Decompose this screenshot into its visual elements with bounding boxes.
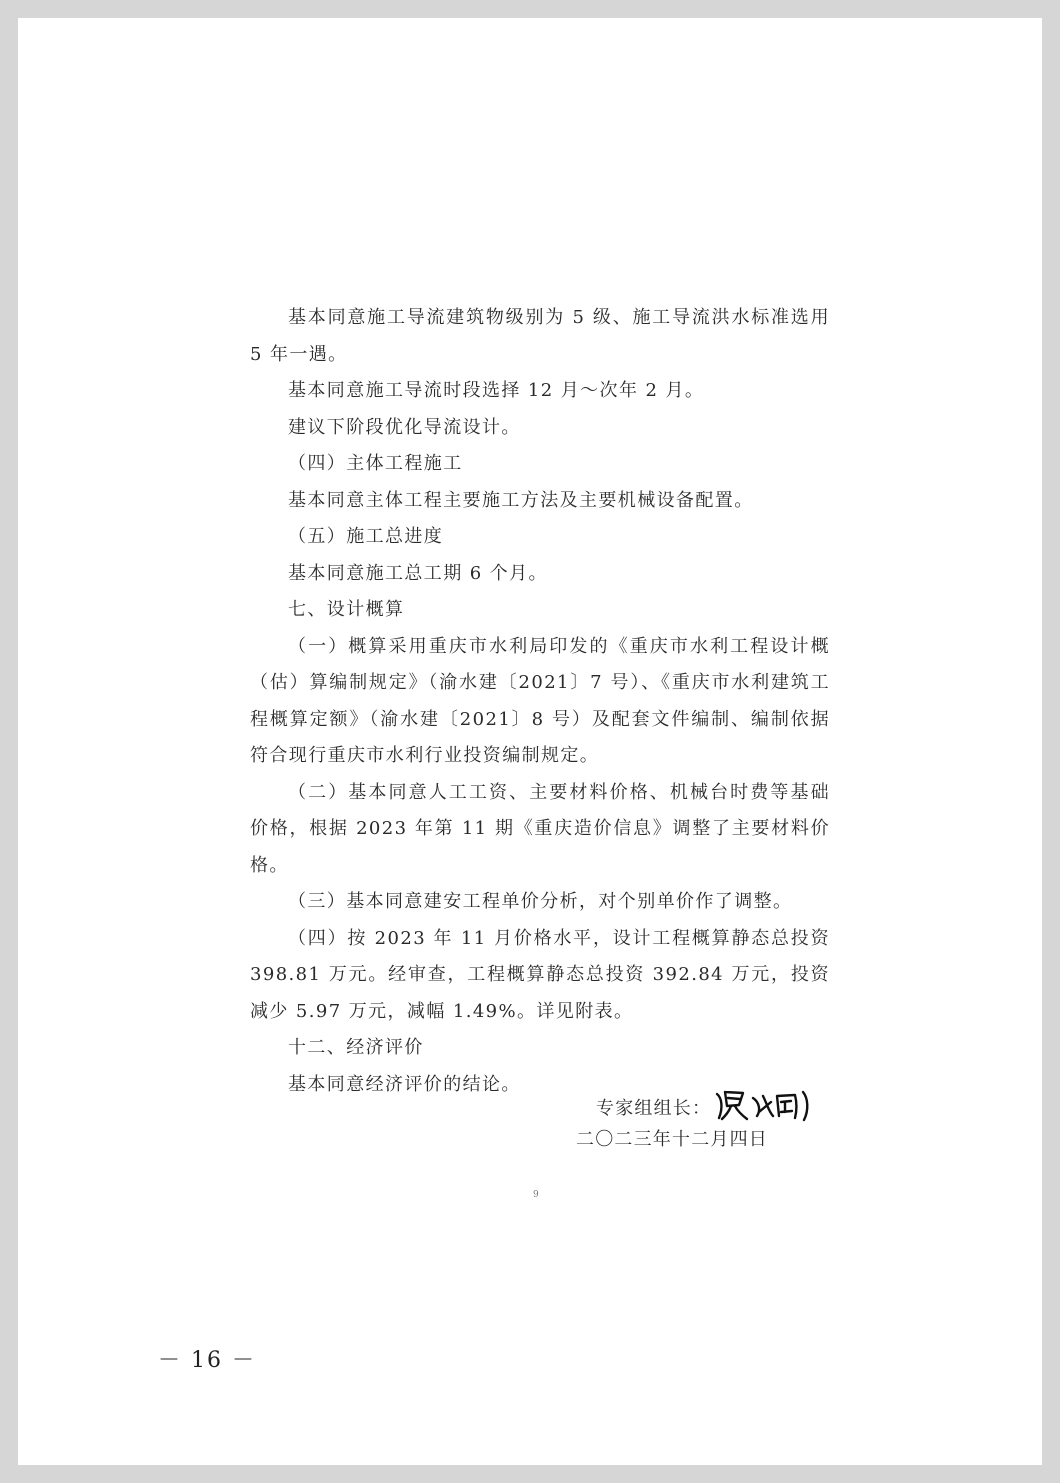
paragraph-schedule: 基本同意施工总工期 6 个月。 — [288, 562, 548, 584]
paragraph-estimate-unit-price: （三）基本同意建安工程单价分析，对个别单价作了调整。 — [288, 891, 793, 912]
heading-economic-evaluation: 十二、经济评价 — [288, 1037, 424, 1058]
signature-block — [576, 1087, 813, 1151]
signature-label: 专家组组长： — [596, 1098, 712, 1119]
heading-schedule: （五）施工总进度 — [288, 526, 444, 547]
paragraph-main-construction: 基本同意主体工程主要施工方法及主要机械设备配置。 — [288, 489, 754, 511]
paragraph-diversion-level: 基本同意施工导流建筑物级别为 5 级、施工导流洪水标准选用 5 年一遇。 — [250, 307, 830, 365]
signature-date: 二〇二三年十二月四日 — [576, 1129, 768, 1150]
inner-page-number: 9 — [533, 1190, 539, 1200]
handwritten-signature — [713, 1088, 813, 1127]
paragraph-estimate-basis: （一）概算采用重庆市水利局印发的《重庆市水利工程设计概（估）算编制规定》（渝水建〔2021〕7 号）、《重庆市水利建筑工程概算定额》（渝水建〔2021〕8 号）及配套文件编制、编制依据符合现行重庆市水利行业投资编制规定。 — [250, 635, 830, 766]
paragraph-estimate-prices: （二）基本同意人工工资、主要材料价格、机械台时费等基础价格，根据 2023 年第 11 期《重庆造价信息》调整了主要材料价格。 — [250, 781, 830, 876]
page-number: － 16 － — [158, 1348, 256, 1373]
paragraph-estimate-total: （四）按 2023 年 11 月价格水平，设计工程概算静态总投资 398.81 万元。经审查，工程概算静态总投资 392.84 万元，投资减少 5.97 万元，减幅 1.49%。详见附表。 — [250, 927, 830, 1022]
heading-main-construction: （四）主体工程施工 — [288, 453, 463, 474]
paragraph-economic-evaluation: 基本同意经济评价的结论。 — [288, 1073, 521, 1095]
heading-design-estimate: 七、设计概算 — [288, 599, 405, 620]
document-body — [250, 300, 830, 1103]
paragraph-diversion-suggestion: 建议下阶段优化导流设计。 — [288, 416, 521, 438]
paragraph-diversion-period: 基本同意施工导流时段选择 12 月～次年 2 月。 — [288, 380, 705, 401]
